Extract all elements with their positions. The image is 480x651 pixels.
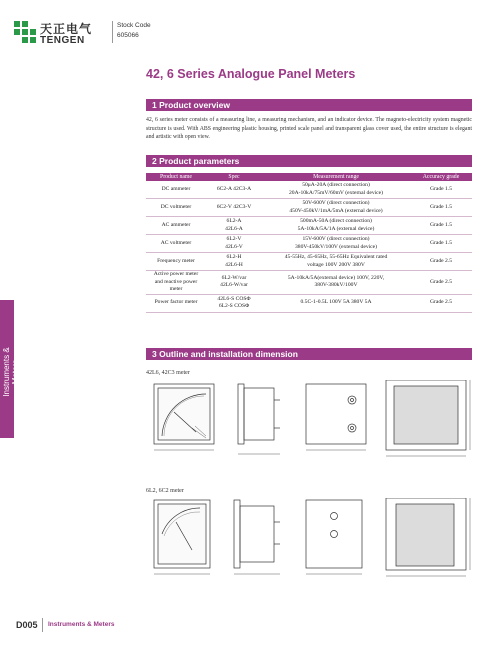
cell-grade: Grade 1.5 <box>410 235 472 253</box>
cutout-view-6l2 <box>386 498 470 576</box>
cell-range: 45-55Hz, 45-65Hz, 55-65Hz Equivalent rated voltage 100V 200V 380V <box>262 253 410 271</box>
column-header-spec: Spec <box>206 173 262 181</box>
parameters-table <box>146 173 472 313</box>
cell-range: 50μA-20A (direct connection) 20A-10kA/75mV/60mV (external device) <box>262 181 410 199</box>
cell-product-name: Active power meter and reactive power meter <box>146 271 206 295</box>
cell-range: 500mA-50A (direct connection) 5A-10kA/5A/1A (external device) <box>262 217 410 235</box>
table-row <box>146 294 472 312</box>
table-row <box>146 181 472 199</box>
cell-product-name: Frequency meter <box>146 253 206 271</box>
brand-name-cn: 天正电气 <box>40 22 93 36</box>
cell-range: 50V-600V (direct connection) 450V-450kV/1mA/5mA (external device) <box>262 199 410 217</box>
cell-spec: 6L2-W/var 42L6-W/var <box>206 271 262 295</box>
side-view-42l6 <box>238 384 280 454</box>
footer-divider <box>42 618 43 632</box>
front-view-42l6 <box>154 384 214 450</box>
column-header-grade: Accuracy grade <box>410 173 472 181</box>
cell-product-name: AC voltmeter <box>146 235 206 253</box>
table-row <box>146 271 472 295</box>
rear-view-6l2 <box>306 500 362 574</box>
side-view-6l2 <box>234 500 280 574</box>
cell-spec: 6L2-A 42L6-A <box>206 217 262 235</box>
section-title-parameters: 2 Product parameters <box>146 155 472 167</box>
outline-drawing-42l6 <box>146 380 476 460</box>
section-title-outline: 3 Outline and installation dimension <box>146 348 472 360</box>
cell-spec: 42L6-S COSΦ 6L2-S COSΦ <box>206 294 262 312</box>
tengen-logo-icon <box>14 21 36 43</box>
cell-grade: Grade 1.5 <box>410 181 472 199</box>
cell-product-name: DC ammeter <box>146 181 206 199</box>
table-row <box>146 217 472 235</box>
side-category-line2: Meters <box>11 359 20 385</box>
table-row <box>146 199 472 217</box>
cell-spec: 6L2-H 42L6-H <box>206 253 262 271</box>
cell-range: 15V-600V (direct connection) 380V-450kV/100V (external device) <box>262 235 410 253</box>
rear-view-42l6 <box>306 384 366 450</box>
overview-paragraph: 42, 6 series meter consists of a measuring line, a measuring mechanism, and an indicator device. The magneto-electricity system magnetic structure is used. With ABS engineering plastic housing, printed scale panel and transparent glass cover used, the entire structure is elegant and artistic with open view. <box>146 117 472 141</box>
page-title: 42, 6 Series Analogue Panel Meters <box>146 67 356 81</box>
stock-code-value: 605066 <box>117 32 139 39</box>
cell-product-name: AC ammeter <box>146 217 206 235</box>
footer-category: Instruments & Meters <box>48 621 115 628</box>
cell-spec: 6L2-V 42L6-V <box>206 235 262 253</box>
cell-grade: Grade 1.5 <box>410 199 472 217</box>
column-header-product: Product name <box>146 173 206 181</box>
cutout-view-42l6 <box>386 380 470 456</box>
cell-range: 0.5C-1-0.5L 100V 5A 380V 5A <box>262 294 410 312</box>
cell-grade: Grade 2.5 <box>410 294 472 312</box>
table-row <box>146 235 472 253</box>
table-row <box>146 253 472 271</box>
cell-grade: Grade 1.5 <box>410 217 472 235</box>
side-category-label <box>2 317 20 427</box>
meter-label-42l6: 42L6, 42C3 meter <box>146 370 190 376</box>
cell-grade: Grade 2.5 <box>410 253 472 271</box>
column-header-range: Measurement range <box>262 173 410 181</box>
page-number: D005 <box>16 620 38 630</box>
header-divider <box>112 21 113 43</box>
cell-product-name: DC voltmeter <box>146 199 206 217</box>
section-title-overview: 1 Product overview <box>146 99 472 111</box>
meter-label-6l2: 6L2, 6C2 meter <box>146 488 184 494</box>
cell-spec: 6C2-V 42C3-V <box>206 199 262 217</box>
outline-drawing-6l2 <box>146 498 476 580</box>
side-category-line1: Instruments & <box>2 347 11 397</box>
brand-name-en: TENGEN <box>40 35 85 46</box>
cell-spec: 6C2-A 42C3-A <box>206 181 262 199</box>
table-header-row <box>146 173 472 181</box>
cell-product-name: Power factor meter <box>146 294 206 312</box>
stock-code-label: Stock Code <box>117 22 151 29</box>
cell-grade: Grade 2.5 <box>410 271 472 295</box>
cell-range: 5A-10kA/5A(external device) 100V, 220V, 380V-380kV/100V <box>262 271 410 295</box>
front-view-6l2 <box>154 500 210 574</box>
